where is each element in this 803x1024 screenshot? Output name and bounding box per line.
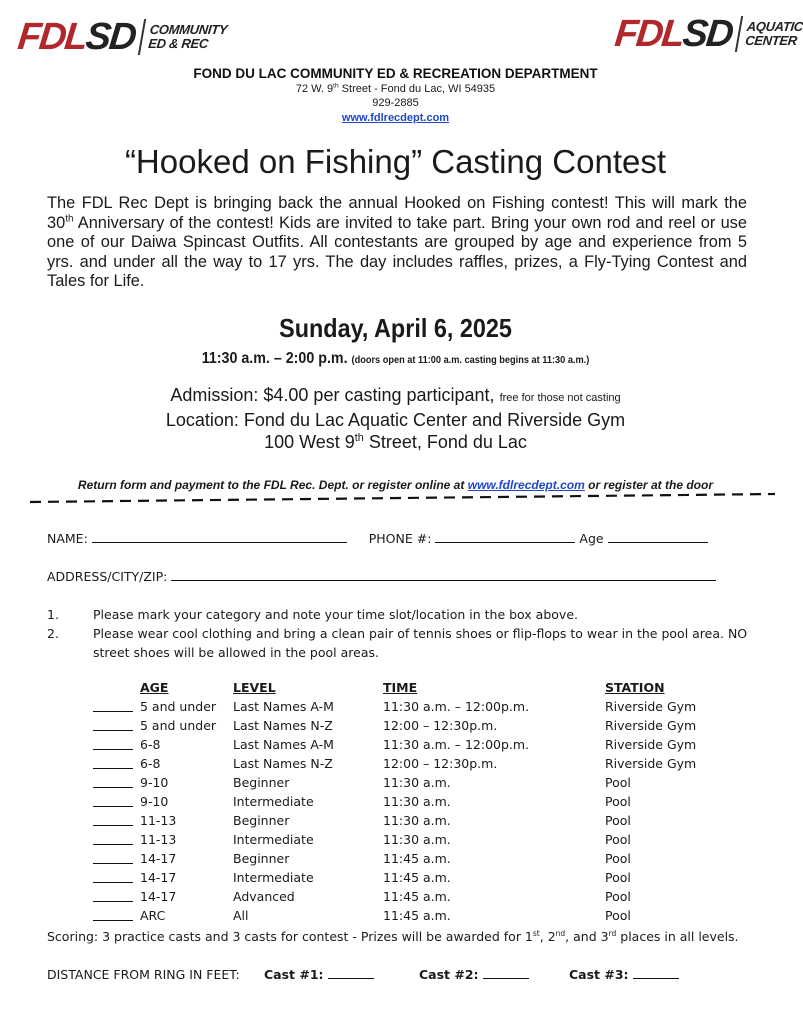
address-row: [47, 569, 716, 584]
event-time: 11:30 a.m. – 2:00 p.m. (doors open at 11:00 a.m. casting begins at 11:30 a.m.): [201, 350, 590, 367]
phone-label: PHONE #:: [368, 531, 432, 546]
page-title: “Hooked on Fishing” Casting Contest: [124, 143, 667, 180]
scoring-note: Scoring: 3 practice casts and 3 casts for contest - Prizes will be awarded for 1st, 2nd, and 3rd places in all levels.: [47, 928, 739, 944]
category-checkbox-blank[interactable]: [93, 920, 133, 921]
logo-subtitle: AQUATIC CENTER: [744, 19, 803, 48]
org-address: 72 W. 9th Street - Fond du Lac, WI 54935: [295, 82, 496, 95]
org-name: FOND DU LAC COMMUNITY ED & RECREATION DEPARTMENT: [193, 66, 598, 81]
org-phone: 929-2885: [372, 97, 419, 109]
address-field[interactable]: [171, 569, 716, 581]
age-field[interactable]: [608, 531, 708, 543]
cast-1: Cast #1:: [264, 967, 374, 982]
phone-field[interactable]: [435, 531, 575, 543]
category-checkbox-blank[interactable]: [93, 768, 133, 769]
community-ed-rec-logo: [15, 16, 228, 58]
cast-3-field[interactable]: [633, 967, 679, 979]
age-label: Age: [579, 531, 604, 546]
category-checkbox-blank[interactable]: [93, 806, 133, 807]
category-checkbox-blank[interactable]: [93, 730, 133, 731]
street-line: 100 West 9th Street, Fond du Lac: [264, 432, 527, 452]
admission-block: [0, 384, 791, 453]
return-instructions: Return form and payment to the FDL Rec. Dept. or register online at www.fdlrecdept.com or register at the door: [77, 478, 714, 492]
intro-paragraph: The FDL Rec Dept is bringing back the annual Hooked on Fishing contest! This will mark the 30th Anniversary of the contest! Kids are invited to take part. Bring your own rod and reel or use one of our Daiwa Spincast Outfits. All contestants are grouped by age and experience from 5 yrs. and under all the way to 17 yrs. The day includes raffles, prizes, a Fly-Tying Contest and Tales for Life.: [47, 194, 747, 290]
name-label: NAME:: [47, 531, 88, 546]
event-time-note: (doors open at 11:00 a.m. casting begins at 11:30 a.m.): [351, 355, 590, 366]
register-online-link[interactable]: www.fdlrecdept.com: [467, 478, 585, 492]
address-label: ADDRESS/CITY/ZIP:: [47, 569, 168, 584]
cast-3: Cast #3:: [569, 967, 679, 982]
category-checkbox-blank[interactable]: [93, 825, 133, 826]
admission-line: Admission: $4.00 per casting participant, free for those not casting: [170, 385, 621, 405]
category-checkbox-blank[interactable]: [93, 749, 133, 750]
category-checkbox-blank[interactable]: [93, 787, 133, 788]
event-date: Sunday, April 6, 2025: [279, 313, 512, 343]
col-age: AGE: [140, 680, 169, 695]
col-level: LEVEL: [233, 680, 276, 695]
logo-subtitle: COMMUNITY ED & REC: [147, 22, 228, 51]
category-checkbox-blank[interactable]: [93, 901, 133, 902]
col-time: TIME: [383, 680, 418, 695]
cast-1-field[interactable]: [328, 967, 374, 979]
distance-label: DISTANCE FROM RING IN FEET:: [47, 967, 240, 982]
name-phone-age-row: [47, 531, 708, 546]
col-station: STATION: [605, 680, 665, 695]
name-field[interactable]: [92, 531, 347, 543]
cast-2: Cast #2:: [419, 967, 529, 982]
category-checkbox-blank[interactable]: [93, 863, 133, 864]
category-checkbox-blank[interactable]: [93, 844, 133, 845]
logo-divider: [734, 16, 742, 52]
location-line: Location: Fond du Lac Aquatic Center and Riverside Gym: [165, 410, 626, 430]
org-website-link[interactable]: www.fdlrecdept.com: [341, 112, 450, 124]
cast-2-field[interactable]: [483, 967, 529, 979]
logo-mark: FDLSD: [612, 13, 734, 55]
aquatic-center-logo: [612, 13, 803, 55]
logo-divider: [137, 19, 145, 55]
logo-mark: FDLSD: [15, 16, 137, 58]
category-checkbox-blank[interactable]: [93, 711, 133, 712]
cut-line-divider: [30, 491, 775, 505]
category-checkbox-blank[interactable]: [93, 882, 133, 883]
